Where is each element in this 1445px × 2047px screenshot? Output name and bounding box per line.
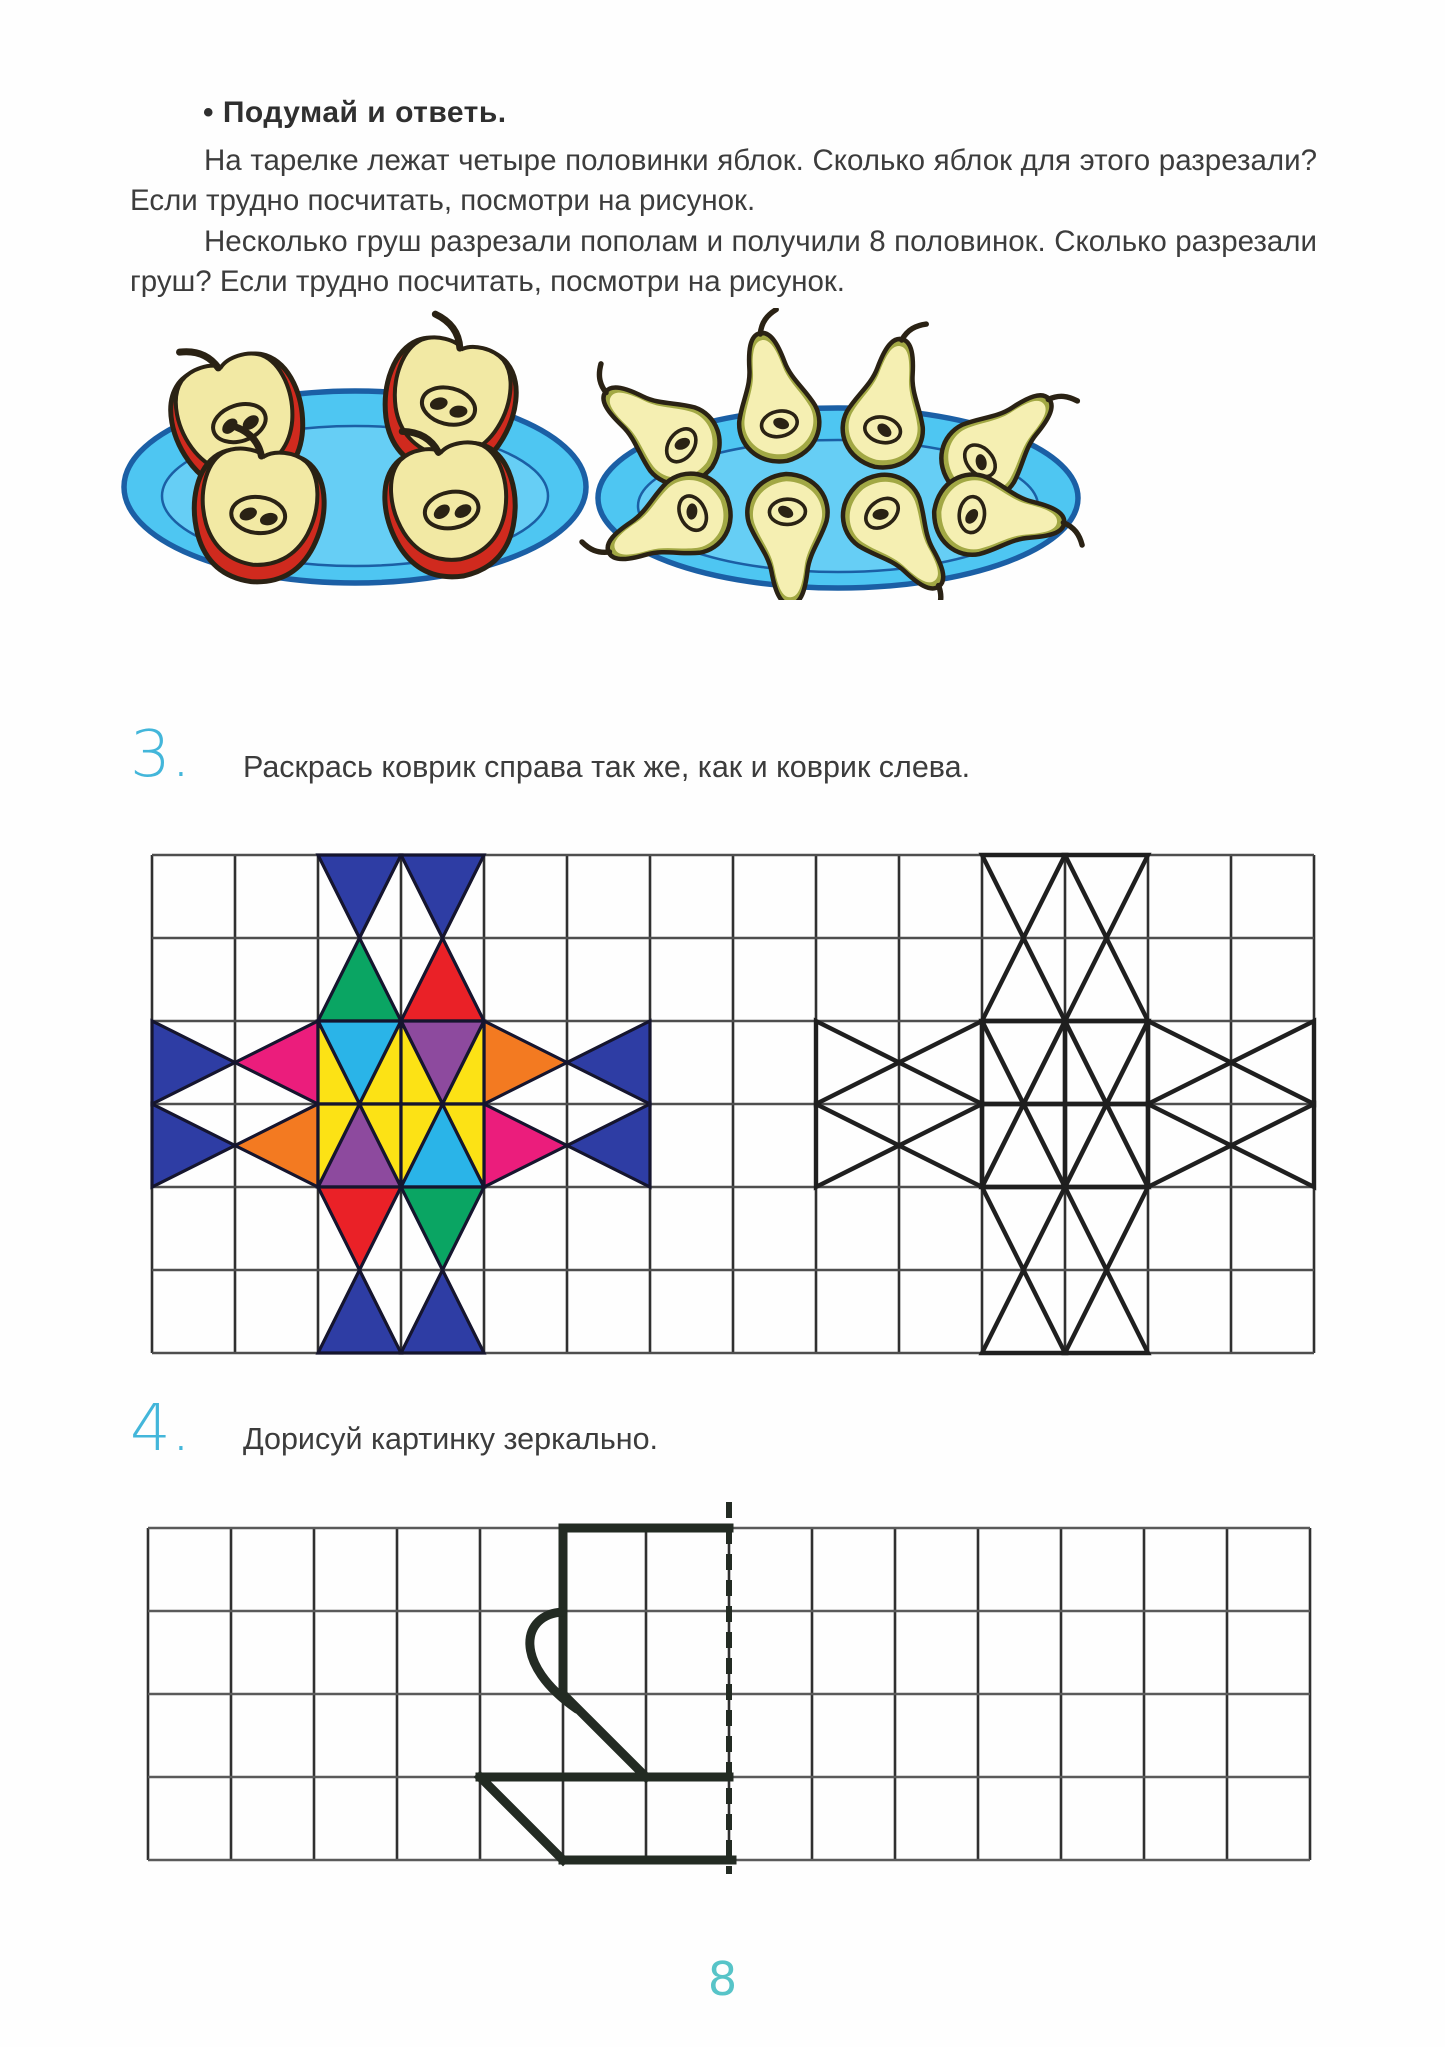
exercise4-instruction: Дорисуй картинку зеркально. <box>243 1422 659 1456</box>
colored-mat-triangle-blue <box>401 1270 484 1353</box>
outline-mat-triangle-yellow <box>1024 1021 1066 1104</box>
cup-outline-segment <box>480 1777 563 1860</box>
outline-mat-triangle-orange <box>899 1104 982 1187</box>
outline-mat-triangle-blue <box>982 855 1065 938</box>
outline-mat-triangle-pink <box>899 1021 982 1104</box>
colored-mat-triangle-blue <box>152 1021 235 1104</box>
exercise4-number: 4. <box>130 1392 192 1466</box>
outline-mat-triangle-purple <box>982 1104 1065 1187</box>
exercise3-instruction: Раскрась коврик справа так же, как и коврик слева. <box>243 750 971 784</box>
colored-mat-triangle-green <box>318 938 401 1021</box>
section-heading: • Подумай и ответь. <box>203 96 507 129</box>
exercise3-number: 3. <box>130 718 192 792</box>
colored-mat-triangle-blue <box>318 1270 401 1353</box>
outline-mat-triangle-cyan <box>1065 1104 1148 1187</box>
outline-mat-triangle-pink <box>1148 1104 1231 1187</box>
colored-mat-triangle-blue <box>152 1104 235 1187</box>
outline-mat-triangle-purple <box>1065 1021 1148 1104</box>
colored-mat-triangle-green <box>401 1187 484 1270</box>
colored-mat-triangle-red <box>318 1187 401 1270</box>
outline-mat-triangle-blue <box>1065 1270 1148 1353</box>
colored-mat-triangle-blue <box>567 1104 650 1187</box>
outline-mat-triangle-yellow <box>1065 1104 1107 1187</box>
outline-mat-triangle-yellow <box>982 1021 1024 1104</box>
colored-mat-triangle-pink <box>484 1104 567 1187</box>
outline-mat-triangle-yellow <box>982 1104 1024 1187</box>
outline-mat-triangle-cyan <box>982 1021 1065 1104</box>
outline-mat-triangle-blue <box>982 1270 1065 1353</box>
outline-mat-triangle-blue <box>1231 1104 1314 1187</box>
intro-paragraph-pears: Несколько груш разрезали пополам и получили 8 половинок. Сколько разрезали груш? Если трудно посчитать, посмотри на рисунок. <box>130 225 1317 298</box>
outline-mat-triangle-green <box>982 938 1065 1021</box>
outline-mat-triangle-green <box>1065 1187 1148 1270</box>
fruit-plates-illustration <box>90 308 1100 600</box>
outline-mat-triangle-yellow <box>1024 1104 1066 1187</box>
outline-mat-triangle-blue <box>816 1104 899 1187</box>
colored-mat-triangle-orange <box>484 1021 567 1104</box>
outline-mat-triangle-blue <box>1065 855 1148 938</box>
outline-mat-triangle-red <box>1065 938 1148 1021</box>
colored-mat-triangle-pink <box>235 1021 318 1104</box>
intro-paragraph-apples: На тарелке лежат четыре половинки яблок. Сколько яблок для этого разрезали? Если трудно посчитать, посмотри на рисунок. <box>130 144 1317 217</box>
outline-mat-triangle-blue <box>1231 1021 1314 1104</box>
outline-mat-triangle-yellow <box>1065 1021 1107 1104</box>
outline-mat-triangle-red <box>982 1187 1065 1270</box>
colored-mat-triangle-orange <box>235 1104 318 1187</box>
mirror-drawing-grid <box>120 1488 1345 1890</box>
pear-plate <box>566 308 1090 600</box>
outline-mat-triangle-yellow <box>1107 1104 1149 1187</box>
colored-mat-triangle-red <box>401 938 484 1021</box>
outline-mat-triangle-blue <box>816 1021 899 1104</box>
colored-mat-triangle-blue <box>567 1021 650 1104</box>
mats-grid-illustration <box>130 833 1335 1375</box>
outline-mat-triangle-orange <box>1148 1021 1231 1104</box>
colored-mat-triangle-blue <box>318 855 401 938</box>
outline-mat-triangle-yellow <box>1107 1021 1149 1104</box>
colored-mat-triangle-blue <box>401 855 484 938</box>
apple-plate <box>124 308 586 588</box>
page-number: 8 <box>707 1952 738 2006</box>
